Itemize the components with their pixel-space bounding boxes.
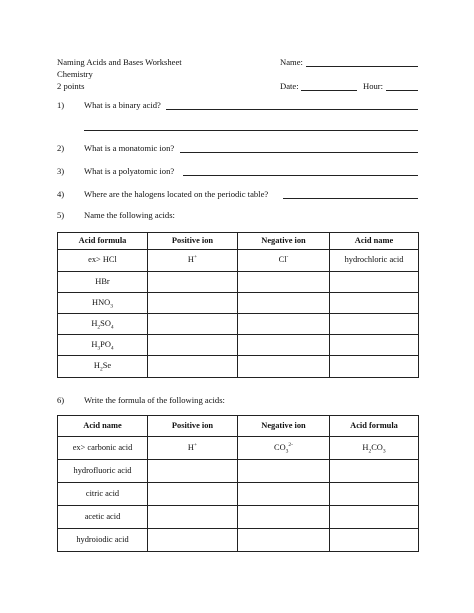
- acid-naming-table: [57, 232, 419, 378]
- example-positive-ion: H+: [148, 437, 238, 460]
- column-header: Acid formula: [330, 416, 419, 437]
- question-3-number: 3): [57, 166, 65, 176]
- question-2-number: 2): [57, 143, 65, 153]
- question-6-number: 6): [57, 395, 65, 405]
- answer-cell[interactable]: [330, 506, 419, 529]
- table-row: [58, 356, 419, 378]
- table-header-row: [58, 233, 419, 250]
- answer-cell[interactable]: [148, 314, 238, 335]
- acid-name-cell: acetic acid: [58, 506, 148, 529]
- question-2-answer-line[interactable]: [180, 152, 418, 153]
- question-1-answer-line-2[interactable]: [84, 130, 418, 131]
- table-row: [58, 293, 419, 314]
- answer-cell[interactable]: [330, 314, 419, 335]
- acid-formula-table: [57, 415, 419, 552]
- question-4-answer-line[interactable]: [283, 198, 418, 199]
- answer-cell[interactable]: [238, 335, 330, 356]
- question-5-text: Name the following acids:: [84, 210, 175, 220]
- answer-cell[interactable]: [148, 272, 238, 293]
- acid-formula-cell: $H_2Se$: [58, 356, 148, 378]
- answer-cell[interactable]: [238, 483, 330, 506]
- acid-formula-cell: $H_3PO_4$: [58, 335, 148, 356]
- answer-cell[interactable]: [330, 272, 419, 293]
- acid-name-cell: citric acid: [58, 483, 148, 506]
- table-row: [58, 506, 419, 529]
- column-header: Positive ion: [148, 233, 238, 250]
- answer-cell[interactable]: [238, 506, 330, 529]
- question-4-number: 4): [57, 189, 65, 199]
- acid-formula-cell: $HNO_3$: [58, 293, 148, 314]
- answer-cell[interactable]: [148, 293, 238, 314]
- column-header: Acid name: [330, 233, 419, 250]
- answer-cell[interactable]: [330, 483, 419, 506]
- acid-name-cell: hydroiodic acid: [58, 529, 148, 552]
- answer-cell[interactable]: [238, 314, 330, 335]
- question-5-number: 5): [57, 210, 65, 220]
- column-header: Negative ion: [238, 416, 330, 437]
- answer-cell[interactable]: [148, 529, 238, 552]
- table-header-row: [58, 416, 419, 437]
- name-label: Name:: [280, 57, 303, 67]
- answer-cell[interactable]: [238, 529, 330, 552]
- column-header: Positive ion: [148, 416, 238, 437]
- acid-name-cell: hydrofluoric acid: [58, 460, 148, 483]
- question-2-text: What is a monatomic ion?: [84, 143, 175, 153]
- answer-cell[interactable]: [330, 293, 419, 314]
- points-label: 2 points: [57, 81, 85, 91]
- acid-formula-cell: $H_2SO_4$: [58, 314, 148, 335]
- table-row: [58, 250, 419, 272]
- answer-cell[interactable]: [238, 356, 330, 378]
- table-row: [58, 483, 419, 506]
- question-3-text: What is a polyatomic ion?: [84, 166, 175, 176]
- table-row: [58, 437, 419, 460]
- subject-label: Chemistry: [57, 69, 93, 79]
- table-row: [58, 335, 419, 356]
- answer-cell[interactable]: [238, 272, 330, 293]
- worksheet-title: Naming Acids and Bases Worksheet: [57, 57, 182, 67]
- question-6-text: Write the formula of the following acids:: [84, 395, 225, 405]
- question-4-text: Where are the halogens located on the periodic table?: [84, 189, 269, 199]
- example-acid-formula: $H_2CO_3$: [330, 437, 419, 460]
- column-header: Acid formula: [58, 233, 148, 250]
- table-row: [58, 272, 419, 293]
- answer-cell[interactable]: [148, 460, 238, 483]
- date-field[interactable]: [301, 90, 357, 91]
- question-1-answer-line[interactable]: [166, 109, 418, 110]
- column-header: Negative ion: [238, 233, 330, 250]
- answer-cell[interactable]: [148, 483, 238, 506]
- question-3-answer-line[interactable]: [183, 175, 418, 176]
- example-negative-ion: Cl-: [238, 250, 330, 272]
- answer-cell[interactable]: [330, 335, 419, 356]
- name-field[interactable]: [306, 66, 418, 67]
- hour-field[interactable]: [386, 90, 418, 91]
- hour-label: Hour:: [363, 81, 384, 91]
- example-formula: ex> HCl: [58, 250, 148, 272]
- question-1-number: 1): [57, 100, 65, 110]
- question-1-text: What is a binary acid?: [84, 100, 161, 110]
- answer-cell[interactable]: [148, 506, 238, 529]
- answer-cell[interactable]: [238, 293, 330, 314]
- table-row: [58, 460, 419, 483]
- column-header: Acid name: [58, 416, 148, 437]
- acid-formula-cell: HBr: [58, 272, 148, 293]
- answer-cell[interactable]: [330, 460, 419, 483]
- example-acid-name: ex> carbonic acid: [58, 437, 148, 460]
- example-negative-ion: $CO_3^{2-}$: [238, 437, 330, 460]
- answer-cell[interactable]: [148, 335, 238, 356]
- answer-cell[interactable]: [330, 356, 419, 378]
- example-positive-ion: H+: [148, 250, 238, 272]
- example-acid-name: hydrochloric acid: [330, 250, 419, 272]
- answer-cell[interactable]: [148, 356, 238, 378]
- answer-cell[interactable]: [330, 529, 419, 552]
- date-label: Date:: [280, 81, 299, 91]
- table-row: [58, 529, 419, 552]
- table-row: [58, 314, 419, 335]
- answer-cell[interactable]: [238, 460, 330, 483]
